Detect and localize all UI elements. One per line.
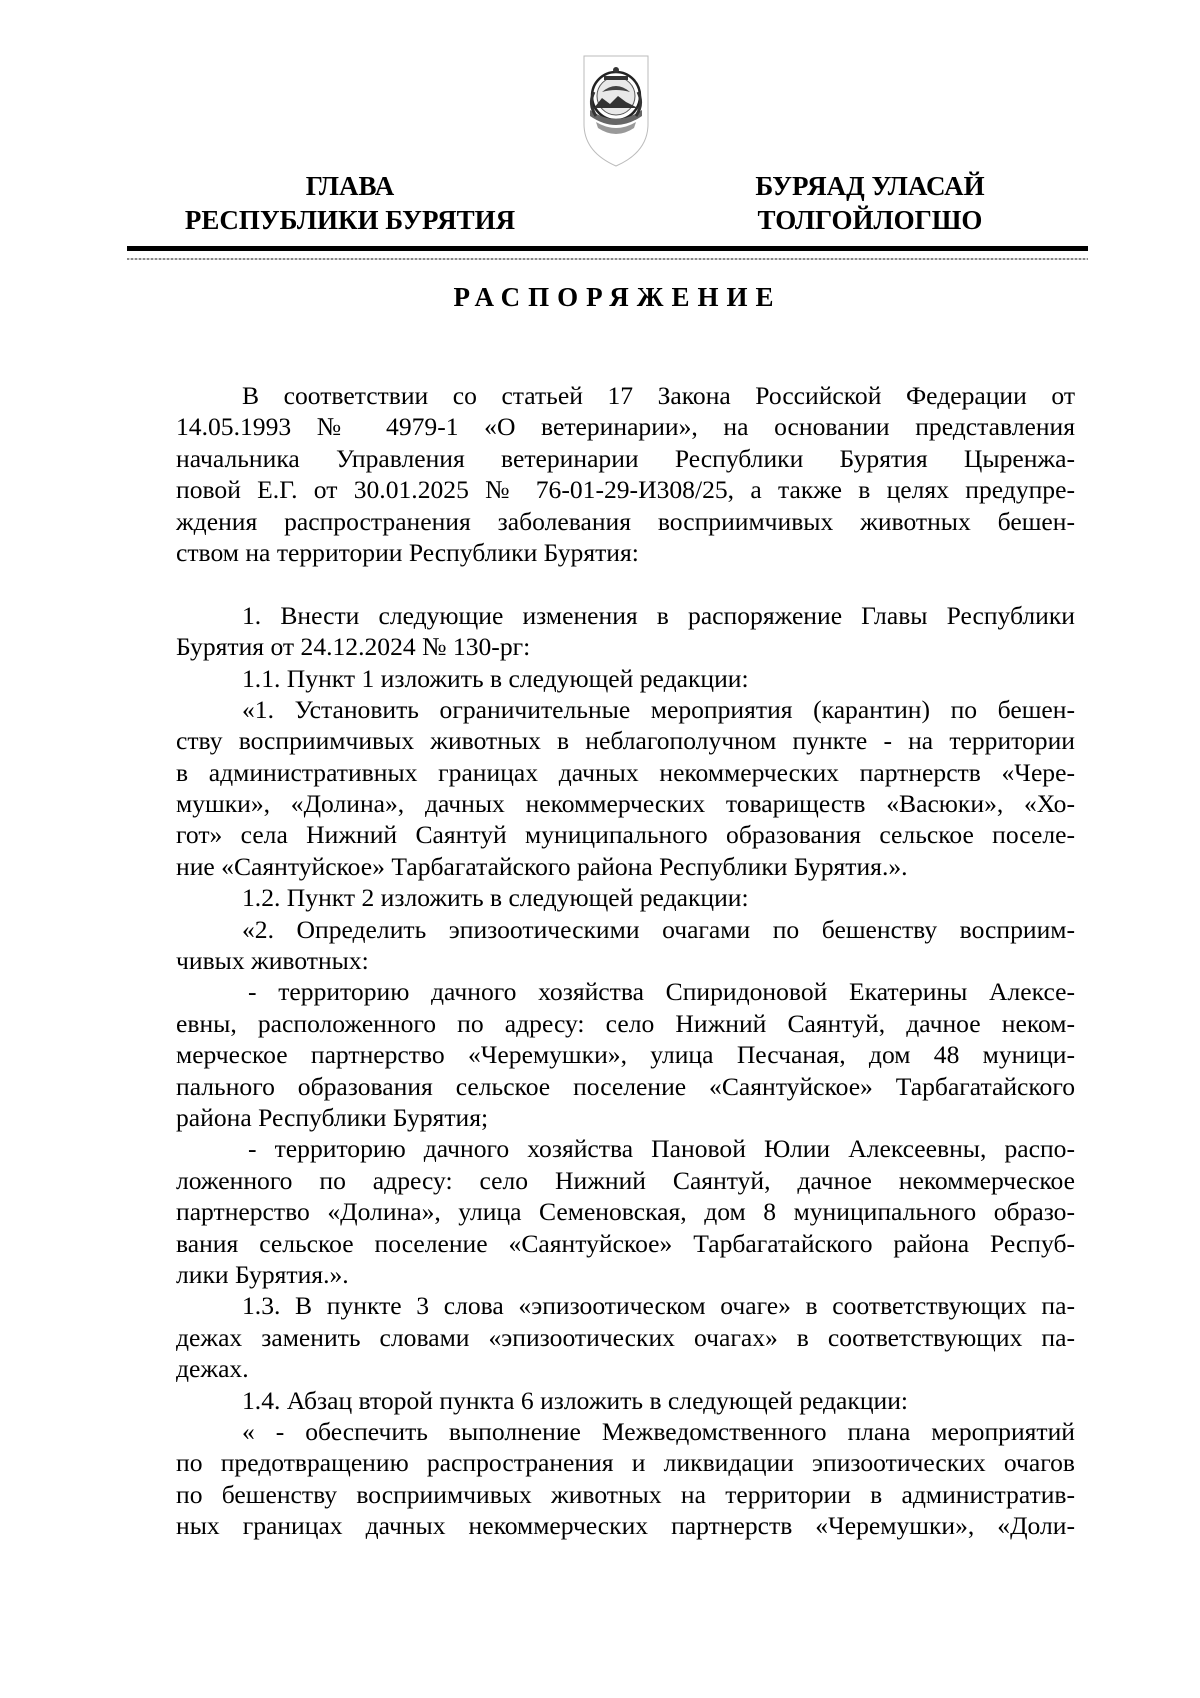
text-line: ных границах дачных некоммерческих партнерств «Черемушки», «Доли-: [176, 1511, 1075, 1541]
text-line: района Республики Бурятия;: [176, 1102, 489, 1132]
text-line: дежах.: [176, 1354, 249, 1384]
item-heading: 1.4. Абзац второй пункта 6 изложить в следующей редакции:: [242, 1385, 909, 1415]
text-line: «1. Установить ограничительные мероприятия (карантин) по бешен-: [242, 694, 1075, 724]
text-line: Бурятия от 24.12.2024 № 130-рг:: [176, 632, 531, 662]
document-body: [176, 380, 1075, 1541]
text-line: повой Е.Г. от 30.01.2025 № 76-01-29-И308/25, а также в целях предупре-: [176, 475, 1075, 505]
text-line: евны, расположенного по адресу: село Нижний Саянтуй, дачное неком-: [176, 1008, 1075, 1038]
text-line: « - обеспечить выполнение Межведомственного плана мероприятий: [242, 1416, 1075, 1446]
text-line: мерческое партнерство «Черемушки», улица Песчаная, дом 48 муници-: [176, 1040, 1075, 1070]
header-divider-thick: [127, 246, 1088, 251]
text-line: партнерство «Долина», улица Семеновская, дом 8 муниципального образо-: [176, 1197, 1075, 1227]
text-line: ством на территории Республики Бурятия:: [176, 537, 639, 567]
text-line: ству восприимчивых животных в неблагополучном пункте - на территории: [176, 726, 1075, 756]
issuer-name-russian: [150, 169, 550, 237]
text-line: по предотвращению распространения и ликвидации эпизоотических очагов: [176, 1448, 1075, 1478]
item-heading: 1.2. Пункт 2 изложить в следующей редакции:: [242, 883, 749, 913]
text-line: по бешенству восприимчивых животных на территории в административ-: [176, 1479, 1075, 1509]
issuer-title-line-2: РЕСПУБЛИКИ БУРЯТИЯ: [184, 205, 516, 235]
issuer-name-buryat: [720, 169, 1020, 237]
text-line: мушки», «Долина», дачных некоммерческих товариществ «Васюки», «Хо-: [176, 789, 1075, 819]
text-line: - территорию дачного хозяйства Спиридоновой Екатерины Алексе-: [248, 977, 1075, 1007]
issuer-buryat-line-1: БУРЯАД УЛАСАЙ: [755, 171, 985, 201]
text-line: - территорию дачного хозяйства Пановой Юлии Алексеевны, распо-: [248, 1134, 1075, 1164]
text-line: «2. Определить эпизоотическими очагами по бешенству восприим-: [242, 914, 1075, 944]
text-line: ждения распространения заболевания восприимчивых животных бешен-: [176, 506, 1075, 536]
text-line: чивых животных:: [176, 946, 369, 976]
text-line: дежах заменить словами «эпизоотических очагах» в соответствующих па-: [176, 1322, 1075, 1352]
paragraph-gap: [176, 568, 1075, 599]
document-title: РАСПОРЯЖЕНИЕ: [453, 282, 782, 312]
issuer-buryat-line-2: ТОЛГОЙЛОГШО: [757, 205, 983, 235]
text-line: 14.05.1993 № 4979-1 «О ветеринарии», на основании представления: [176, 412, 1075, 442]
text-line: В соответствии со статьей 17 Закона Российской Федерации от: [242, 381, 1075, 410]
coat-of-arms-emblem: [580, 52, 652, 170]
text-line: 1. Внести следующие изменения в распоряжение Главы Республики: [242, 600, 1075, 630]
text-line: гот» села Нижний Саянтуй муниципального образования сельское поселе-: [176, 820, 1075, 850]
issuer-title-line-1: ГЛАВА: [305, 171, 395, 201]
text-line: вания сельское поселение «Саянтуйское» Тарбагатайского района Респуб-: [176, 1228, 1075, 1258]
text-line: 1.3. В пункте 3 слова «эпизоотическом очаге» в соответствующих па-: [242, 1291, 1075, 1321]
item-heading: 1.1. Пункт 1 изложить в следующей редакции:: [242, 663, 749, 693]
header-divider-thin: [127, 258, 1088, 260]
text-line: лики Бурятия.».: [176, 1259, 349, 1289]
text-line: начальника Управления ветеринарии Республики Бурятия Цыренжа-: [176, 443, 1075, 473]
text-line: в административных границах дачных некоммерческих партнерств «Чере-: [176, 757, 1075, 787]
text-line: ние «Саянтуйское» Тарбагатайского района Республики Бурятия.».: [176, 851, 908, 881]
text-line: пального образования сельское поселение «Саянтуйское» Тарбагатайского: [176, 1071, 1075, 1101]
text-line: ложенного по адресу: село Нижний Саянтуй, дачное некоммерческое: [176, 1165, 1075, 1195]
